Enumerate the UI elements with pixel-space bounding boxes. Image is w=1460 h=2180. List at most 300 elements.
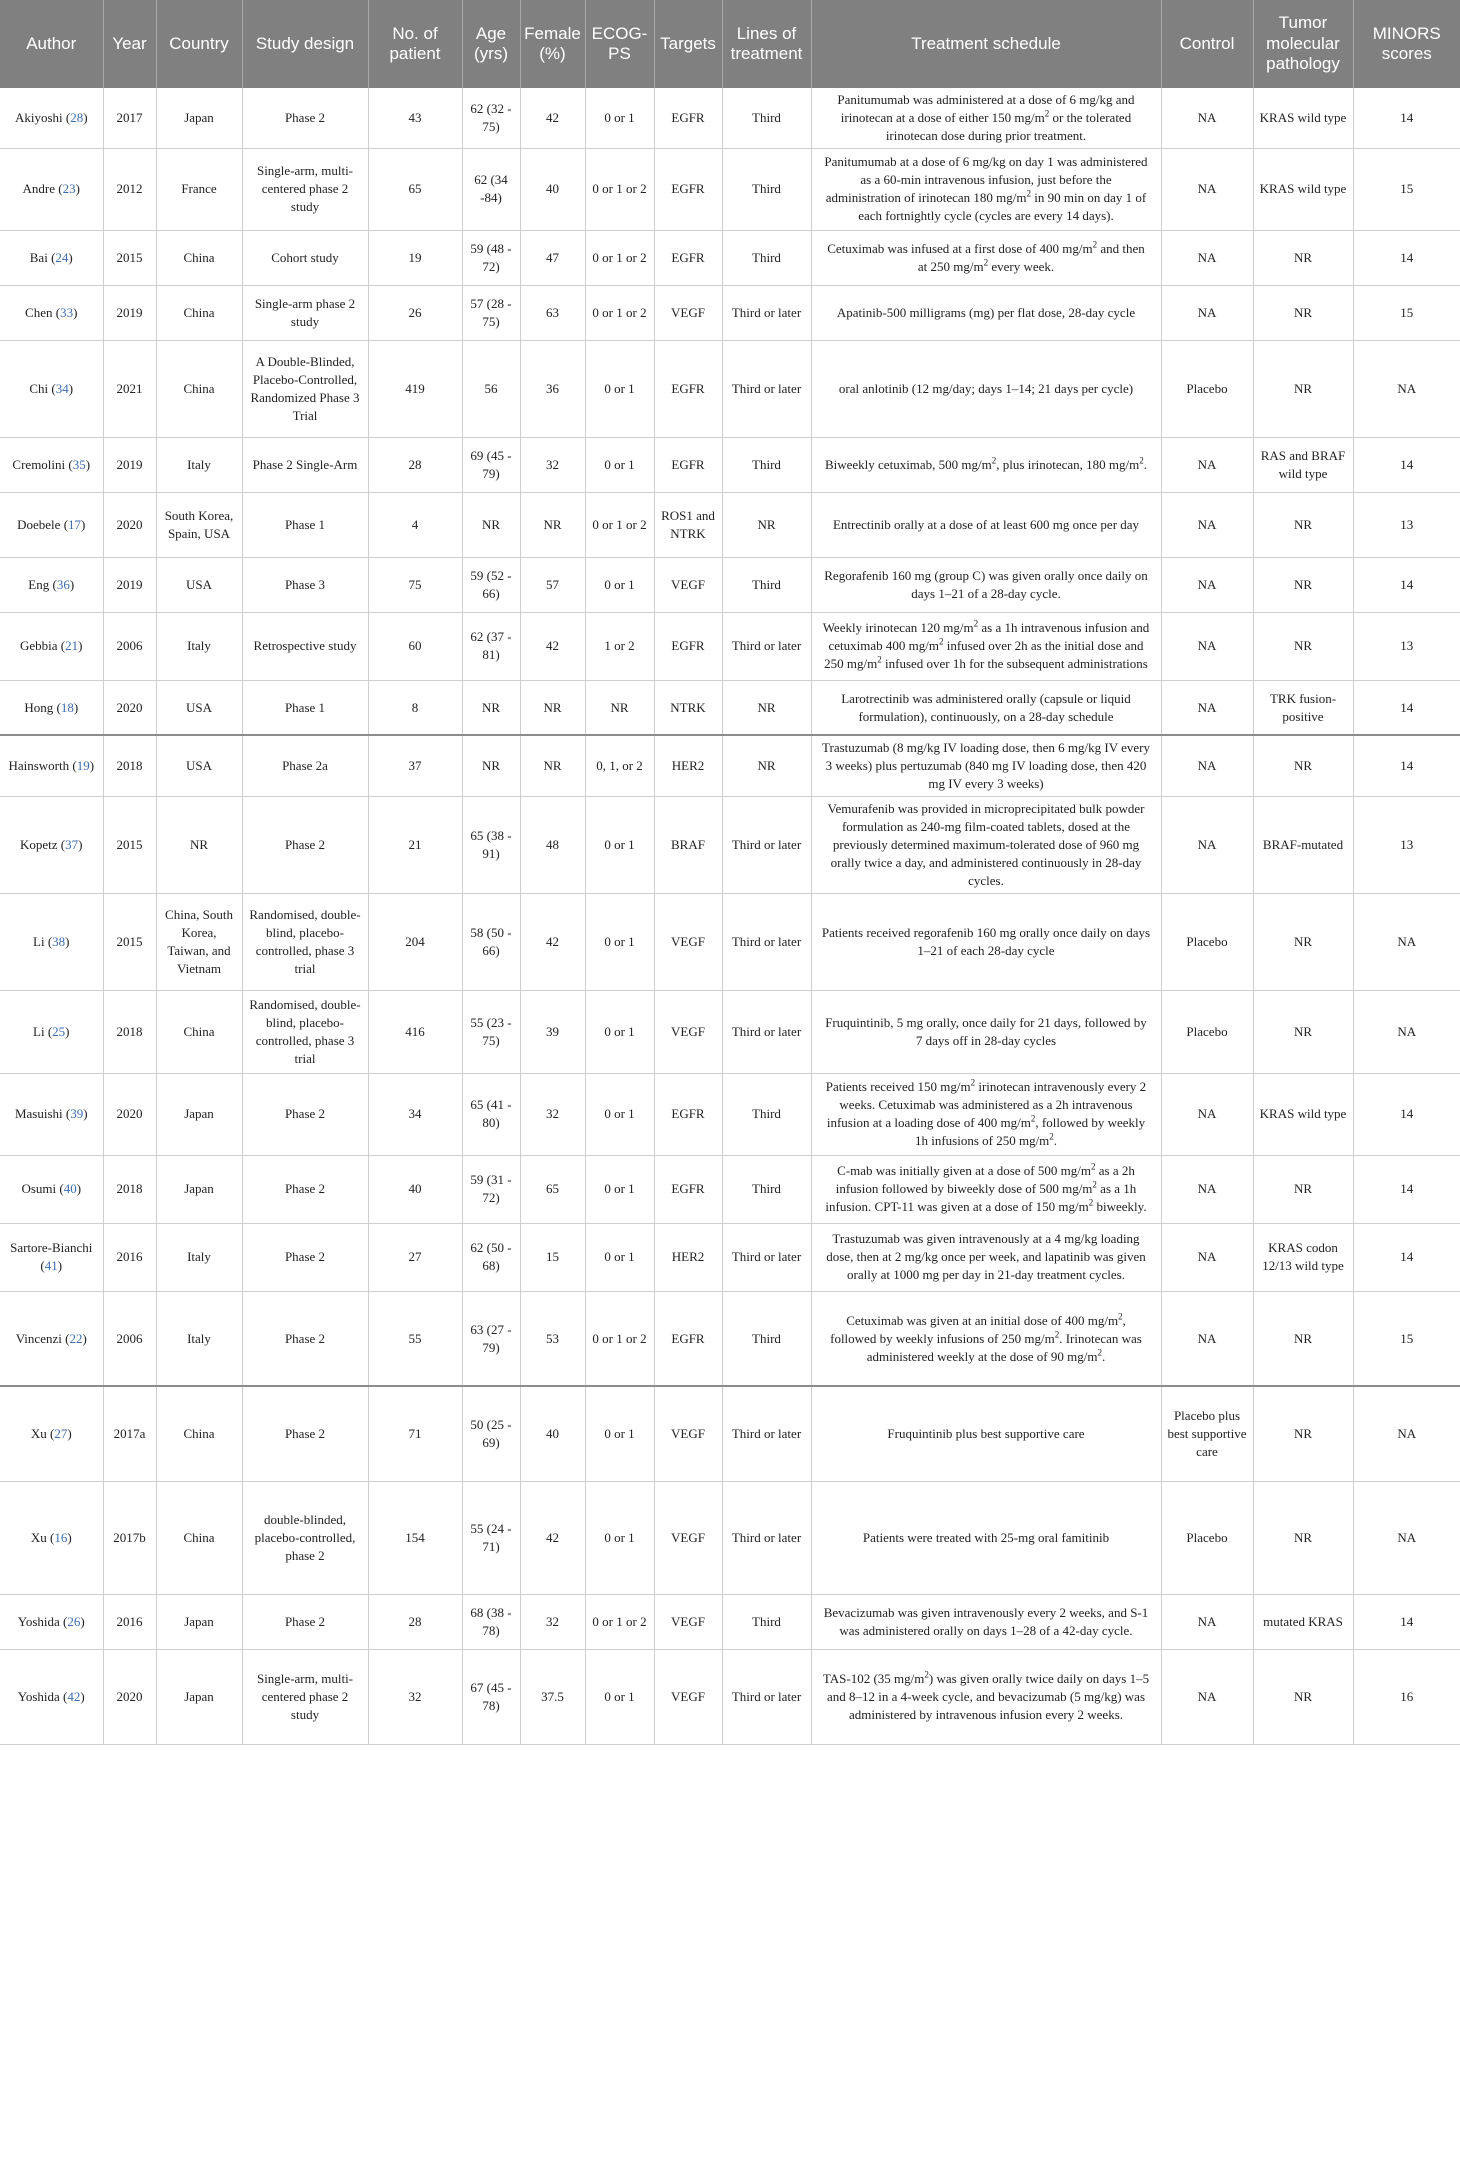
- treatment-schedule-cell: Biweekly cetuximab, 500 $mg/m^2$, plus irinotecan, 180 $mg/m^2$.: [811, 437, 1161, 492]
- patient-count-cell: 4: [368, 492, 462, 557]
- female-percent-cell: 42: [520, 88, 585, 148]
- control-cell: Placebo: [1161, 990, 1253, 1073]
- female-percent-cell: 32: [520, 1594, 585, 1649]
- age-cell: NR: [462, 492, 520, 557]
- control-cell: NA: [1161, 492, 1253, 557]
- year-cell: 2015: [103, 797, 156, 894]
- author-cell: Xu (16): [0, 1481, 103, 1594]
- lines-of-treatment-cell: Third: [722, 1073, 811, 1155]
- control-cell: NA: [1161, 148, 1253, 230]
- author-name: Sartore-Bianchi: [10, 1240, 93, 1256]
- table-row: [0, 1386, 1460, 1481]
- tumor-pathology-cell: NR: [1253, 612, 1353, 680]
- female-percent-cell: 65: [520, 1155, 585, 1223]
- ecog-ps-cell: 0 or 1: [585, 1155, 654, 1223]
- ecog-ps-cell: 0 or 1: [585, 1073, 654, 1155]
- study-design-cell: Phase 2 Single-Arm: [242, 437, 368, 492]
- study-design-cell: Phase 2: [242, 797, 368, 894]
- targets-cell: VEGF: [654, 1649, 722, 1744]
- female-percent-cell: 32: [520, 1073, 585, 1155]
- targets-cell: EGFR: [654, 612, 722, 680]
- table-row: [0, 1155, 1460, 1223]
- control-cell: NA: [1161, 437, 1253, 492]
- targets-cell: VEGF: [654, 1594, 722, 1649]
- targets-cell: VEGF: [654, 1386, 722, 1481]
- author-cell: Doebele (17): [0, 492, 103, 557]
- reference-link[interactable]: 42: [67, 1688, 81, 1704]
- minors-score-cell: NA: [1353, 990, 1460, 1073]
- author-name: Andre: [22, 181, 56, 197]
- ecog-ps-cell: 0 or 1: [585, 88, 654, 148]
- targets-cell: NTRK: [654, 680, 722, 735]
- ecog-ps-cell: 0 or 1: [585, 1386, 654, 1481]
- age-cell: 56: [462, 340, 520, 437]
- author-cell: Kopetz (37): [0, 797, 103, 894]
- ecog-ps-cell: 0 or 1: [585, 990, 654, 1073]
- reference-link[interactable]: 26: [67, 1613, 81, 1629]
- tumor-pathology-cell: NR: [1253, 1481, 1353, 1594]
- reference-link[interactable]: 34: [55, 380, 69, 396]
- control-cell: NA: [1161, 1594, 1253, 1649]
- treatment-schedule-cell: oral anlotinib (12 mg/day; days 1–14; 21 days per cycle): [811, 340, 1161, 437]
- minors-score-cell: 15: [1353, 1291, 1460, 1386]
- year-cell: 2016: [103, 1594, 156, 1649]
- treatment-schedule-cell: Fruquintinib plus best supportive care: [811, 1386, 1161, 1481]
- ecog-ps-cell: 0 or 1 or 2: [585, 1594, 654, 1649]
- author-cell: Yoshida (42): [0, 1649, 103, 1744]
- reference-link[interactable]: 24: [55, 249, 69, 265]
- female-percent-cell: 42: [520, 1481, 585, 1594]
- table-row: [0, 990, 1460, 1073]
- treatment-schedule-cell: Fruquintinib, 5 mg orally, once daily for 21 days, followed by 7 days off in 28-day cycles: [811, 990, 1161, 1073]
- targets-cell: VEGF: [654, 893, 722, 990]
- control-cell: NA: [1161, 612, 1253, 680]
- age-cell: 62 (37 - 81): [462, 612, 520, 680]
- female-percent-cell: 48: [520, 797, 585, 894]
- targets-cell: EGFR: [654, 1155, 722, 1223]
- lines-of-treatment-cell: Third or later: [722, 1386, 811, 1481]
- minors-score-cell: NA: [1353, 340, 1460, 437]
- age-cell: 55 (24 - 71): [462, 1481, 520, 1594]
- author-cell: Sartore-Bianchi (41): [0, 1223, 103, 1291]
- col-year: Year: [103, 0, 156, 88]
- control-cell: NA: [1161, 1223, 1253, 1291]
- study-design-cell: Phase 1: [242, 680, 368, 735]
- tumor-pathology-cell: NR: [1253, 285, 1353, 340]
- control-cell: NA: [1161, 1649, 1253, 1744]
- patient-count-cell: 43: [368, 88, 462, 148]
- table-row: [0, 1649, 1460, 1744]
- reference-link[interactable]: 41: [44, 1258, 58, 1274]
- control-cell: NA: [1161, 557, 1253, 612]
- table-row: [0, 893, 1460, 990]
- female-percent-cell: 37.5: [520, 1649, 585, 1744]
- tumor-pathology-cell: NR: [1253, 893, 1353, 990]
- age-cell: 65 (38 - 91): [462, 797, 520, 894]
- minors-score-cell: 13: [1353, 797, 1460, 894]
- author-cell: Li (38): [0, 893, 103, 990]
- lines-of-treatment-cell: NR: [722, 492, 811, 557]
- age-cell: 59 (31 - 72): [462, 1155, 520, 1223]
- reference-link[interactable]: 33: [60, 304, 74, 320]
- year-cell: 2020: [103, 1073, 156, 1155]
- study-design-cell: Phase 2: [242, 1386, 368, 1481]
- author-name: Hainsworth: [8, 758, 70, 774]
- country-cell: China: [156, 1386, 242, 1481]
- female-percent-cell: 40: [520, 1386, 585, 1481]
- year-cell: 2017: [103, 88, 156, 148]
- col-ecog-ps: ECOG-PS: [585, 0, 654, 88]
- control-cell: NA: [1161, 230, 1253, 285]
- table-row: [0, 88, 1460, 148]
- lines-of-treatment-cell: Third: [722, 1155, 811, 1223]
- age-cell: 63 (27 - 79): [462, 1291, 520, 1386]
- reference-link[interactable]: 21: [65, 638, 79, 654]
- ecog-ps-cell: 0 or 1: [585, 437, 654, 492]
- author-cell: Yoshida (26): [0, 1594, 103, 1649]
- control-cell: NA: [1161, 735, 1253, 796]
- treatment-schedule-cell: Panitumumab at a dose of 6 mg/kg on day 1 was administered as a 60-min intravenous infusion, just before the administration of irinotecan 180 $mg/m^2$ in 90 min on day 1 of each fortnightly cycle (cycles are every 14 days).: [811, 148, 1161, 230]
- treatment-schedule-cell: Patients received 150 $mg/m^2$ irinotecan intravenously every 2 weeks. Cetuximab was administered as a 2h intravenous infusion at a loading dose of 400 $mg/m^2$, followed by weekly 1h infusions of 250 $mg/m^2$.: [811, 1073, 1161, 1155]
- study-design-cell: Phase 1: [242, 492, 368, 557]
- age-cell: 65 (41 - 80): [462, 1073, 520, 1155]
- treatment-schedule-cell: Bevacizumab was given intravenously every 2 weeks, and S-1 was administered orally on days 1–28 of a 42-day cycle.: [811, 1594, 1161, 1649]
- author-cell: Gebbia (21): [0, 612, 103, 680]
- patient-count-cell: 75: [368, 557, 462, 612]
- lines-of-treatment-cell: Third or later: [722, 612, 811, 680]
- study-design-cell: double-blinded, placebo-controlled, phase 2: [242, 1481, 368, 1594]
- author-cell: Masuishi (39): [0, 1073, 103, 1155]
- lines-of-treatment-cell: Third: [722, 437, 811, 492]
- lines-of-treatment-cell: Third or later: [722, 1223, 811, 1291]
- ecog-ps-cell: 0 or 1 or 2: [585, 1291, 654, 1386]
- female-percent-cell: 39: [520, 990, 585, 1073]
- control-cell: Placebo: [1161, 1481, 1253, 1594]
- patient-count-cell: 34: [368, 1073, 462, 1155]
- tumor-pathology-cell: NR: [1253, 1386, 1353, 1481]
- col-no-of-patient: No. of patient: [368, 0, 462, 88]
- year-cell: 2017a: [103, 1386, 156, 1481]
- country-cell: China: [156, 230, 242, 285]
- year-cell: 2006: [103, 612, 156, 680]
- treatment-schedule-cell: Vemurafenib was provided in microprecipitated bulk powder formulation as 240-mg film-coated tablets, dosed at the previously determined maximum-tolerated dose of 960 mg orally twice a day, and administered continuously in 28-day cycles.: [811, 797, 1161, 894]
- country-cell: NR: [156, 797, 242, 894]
- ecog-ps-cell: 0, 1, or 2: [585, 735, 654, 796]
- author-cell: Xu (27): [0, 1386, 103, 1481]
- year-cell: 2020: [103, 1649, 156, 1744]
- author-cell: Eng (36): [0, 557, 103, 612]
- study-design-cell: Phase 2: [242, 1291, 368, 1386]
- female-percent-cell: 42: [520, 612, 585, 680]
- targets-cell: EGFR: [654, 340, 722, 437]
- patient-count-cell: 28: [368, 437, 462, 492]
- reference-link[interactable]: 40: [63, 1181, 77, 1197]
- table-row: [0, 612, 1460, 680]
- treatment-schedule-cell: Cetuximab was infused at a first dose of 400 $mg/m^2$ and then at 250 $mg/m^2$ every week.: [811, 230, 1161, 285]
- ecog-ps-cell: 0 or 1 or 2: [585, 492, 654, 557]
- study-design-cell: Single-arm phase 2 study: [242, 285, 368, 340]
- age-cell: NR: [462, 735, 520, 796]
- lines-of-treatment-cell: NR: [722, 680, 811, 735]
- year-cell: 2017b: [103, 1481, 156, 1594]
- tumor-pathology-cell: NR: [1253, 1649, 1353, 1744]
- col-treatment-schedule: Treatment schedule: [811, 0, 1161, 88]
- study-design-cell: Cohort study: [242, 230, 368, 285]
- reference-link[interactable]: 38: [52, 933, 66, 949]
- minors-score-cell: 14: [1353, 1223, 1460, 1291]
- ecog-ps-cell: 1 or 2: [585, 612, 654, 680]
- reference-link[interactable]: 16: [54, 1529, 68, 1545]
- reference-link[interactable]: 28: [70, 109, 84, 125]
- control-cell: NA: [1161, 797, 1253, 894]
- year-cell: 2018: [103, 990, 156, 1073]
- treatment-schedule-cell: Regorafenib 160 mg (group C) was given orally once daily on days 1–21 of a 28-day cycle.: [811, 557, 1161, 612]
- female-percent-cell: 53: [520, 1291, 585, 1386]
- patient-count-cell: 154: [368, 1481, 462, 1594]
- control-cell: Placebo plus best supportive care: [1161, 1386, 1253, 1481]
- targets-cell: HER2: [654, 735, 722, 796]
- author-name: Masuishi: [14, 1106, 63, 1122]
- patient-count-cell: 21: [368, 797, 462, 894]
- age-cell: 62 (34 -84): [462, 148, 520, 230]
- study-design-cell: Single-arm, multi-centered phase 2 study: [242, 148, 368, 230]
- country-cell: Japan: [156, 1155, 242, 1223]
- targets-cell: EGFR: [654, 230, 722, 285]
- table-row: [0, 797, 1460, 894]
- patient-count-cell: 28: [368, 1594, 462, 1649]
- age-cell: 67 (45 - 78): [462, 1649, 520, 1744]
- country-cell: South Korea, Spain, USA: [156, 492, 242, 557]
- lines-of-treatment-cell: Third: [722, 1291, 811, 1386]
- age-cell: 69 (45 - 79): [462, 437, 520, 492]
- lines-of-treatment-cell: Third: [722, 1594, 811, 1649]
- minors-score-cell: 14: [1353, 437, 1460, 492]
- author-name: Osumi: [21, 1181, 57, 1197]
- country-cell: Italy: [156, 1291, 242, 1386]
- study-design-cell: Randomised, double-blind, placebo-controlled, phase 3 trial: [242, 893, 368, 990]
- lines-of-treatment-cell: Third: [722, 230, 811, 285]
- targets-cell: EGFR: [654, 437, 722, 492]
- study-design-cell: Phase 2: [242, 1223, 368, 1291]
- reference-link[interactable]: 19: [76, 758, 90, 774]
- country-cell: USA: [156, 557, 242, 612]
- reference-link[interactable]: 36: [56, 576, 70, 592]
- table-body: [0, 88, 1460, 1744]
- reference-link[interactable]: 25: [52, 1023, 66, 1039]
- study-design-cell: Single-arm, multi-centered phase 2 study: [242, 1649, 368, 1744]
- age-cell: 59 (52 - 66): [462, 557, 520, 612]
- year-cell: 2015: [103, 230, 156, 285]
- year-cell: 2018: [103, 1155, 156, 1223]
- age-cell: 59 (48 - 72): [462, 230, 520, 285]
- patient-count-cell: 71: [368, 1386, 462, 1481]
- tumor-pathology-cell: NR: [1253, 230, 1353, 285]
- country-cell: China, South Korea, Taiwan, and Vietnam: [156, 893, 242, 990]
- ecog-ps-cell: 0 or 1: [585, 557, 654, 612]
- ecog-ps-cell: 0 or 1 or 2: [585, 230, 654, 285]
- year-cell: 2015: [103, 893, 156, 990]
- lines-of-treatment-cell: NR: [722, 735, 811, 796]
- author-name: Cremolini: [12, 456, 66, 472]
- female-percent-cell: 47: [520, 230, 585, 285]
- country-cell: Japan: [156, 88, 242, 148]
- reference-link[interactable]: 37: [65, 837, 79, 852]
- col-country: Country: [156, 0, 242, 88]
- reference-link[interactable]: 22: [69, 1330, 83, 1346]
- targets-cell: VEGF: [654, 1481, 722, 1594]
- minors-score-cell: 14: [1353, 88, 1460, 148]
- reference-link[interactable]: 39: [70, 1106, 84, 1122]
- study-design-cell: Phase 3: [242, 557, 368, 612]
- ecog-ps-cell: 0 or 1: [585, 1649, 654, 1744]
- control-cell: NA: [1161, 285, 1253, 340]
- year-cell: 2020: [103, 680, 156, 735]
- age-cell: 62 (32 - 75): [462, 88, 520, 148]
- col-study-design: Study design: [242, 0, 368, 88]
- study-design-cell: A Double-Blinded, Placebo-Controlled, Randomized Phase 3 Trial: [242, 340, 368, 437]
- female-percent-cell: 42: [520, 893, 585, 990]
- author-name: Chi: [29, 380, 49, 396]
- age-cell: 58 (50 - 66): [462, 893, 520, 990]
- author-cell: Bai (24): [0, 230, 103, 285]
- tumor-pathology-cell: NR: [1253, 557, 1353, 612]
- country-cell: China: [156, 285, 242, 340]
- table-row: [0, 557, 1460, 612]
- age-cell: 55 (23 - 75): [462, 990, 520, 1073]
- col-female: Female (%): [520, 0, 585, 88]
- lines-of-treatment-cell: Third or later: [722, 990, 811, 1073]
- study-design-cell: Randomised, double-blind, placebo-controlled, phase 3 trial: [242, 990, 368, 1073]
- targets-cell: VEGF: [654, 557, 722, 612]
- treatment-schedule-cell: Trastuzumab (8 mg/kg IV loading dose, then 6 mg/kg IV every 3 weeks) plus pertuzumab (840 mg IV loading dose, then 420 mg IV every 3 weeks): [811, 735, 1161, 796]
- lines-of-treatment-cell: Third or later: [722, 1481, 811, 1594]
- age-cell: NR: [462, 680, 520, 735]
- treatment-schedule-cell: Patients were treated with 25-mg oral famitinib: [811, 1481, 1161, 1594]
- minors-score-cell: 14: [1353, 557, 1460, 612]
- country-cell: China: [156, 1481, 242, 1594]
- targets-cell: ROS1 and NTRK: [654, 492, 722, 557]
- targets-cell: EGFR: [654, 148, 722, 230]
- study-design-cell: Phase 2: [242, 1594, 368, 1649]
- year-cell: 2019: [103, 437, 156, 492]
- control-cell: Placebo: [1161, 893, 1253, 990]
- minors-score-cell: 13: [1353, 492, 1460, 557]
- reference-link[interactable]: 18: [60, 699, 74, 715]
- control-cell: NA: [1161, 1291, 1253, 1386]
- ecog-ps-cell: 0 or 1: [585, 1481, 654, 1594]
- control-cell: NA: [1161, 1073, 1253, 1155]
- study-design-cell: Phase 2: [242, 88, 368, 148]
- patient-count-cell: 204: [368, 893, 462, 990]
- lines-of-treatment-cell: Third or later: [722, 797, 811, 894]
- patient-count-cell: 37: [368, 735, 462, 796]
- female-percent-cell: 40: [520, 148, 585, 230]
- author-name: Gebbia: [20, 638, 58, 654]
- patient-count-cell: 65: [368, 148, 462, 230]
- year-cell: 2021: [103, 340, 156, 437]
- patient-count-cell: 8: [368, 680, 462, 735]
- author-name: Yoshida: [17, 1688, 60, 1704]
- targets-cell: EGFR: [654, 1073, 722, 1155]
- control-cell: NA: [1161, 1155, 1253, 1223]
- tumor-pathology-cell: mutated KRAS: [1253, 1594, 1353, 1649]
- reference-link[interactable]: 35: [72, 456, 86, 472]
- treatment-schedule-cell: Cetuximab was given at an initial dose of 400 $mg/m^2$, followed by weekly infusions of 250 $mg/m^2$. Irinotecan was administered weekly at the dose of 90 $mg/m^2$.: [811, 1291, 1161, 1386]
- lines-of-treatment-cell: Third: [722, 557, 811, 612]
- author-name: Xu: [30, 1426, 47, 1442]
- lines-of-treatment-cell: Third or later: [722, 1649, 811, 1744]
- targets-cell: EGFR: [654, 1291, 722, 1386]
- col-lines-of-treatment: Lines of treatment: [722, 0, 811, 88]
- minors-score-cell: 13: [1353, 612, 1460, 680]
- reference-link[interactable]: 17: [68, 516, 82, 532]
- author-name: Vincenzi: [15, 1330, 62, 1346]
- minors-score-cell: 14: [1353, 1155, 1460, 1223]
- lines-of-treatment-cell: Third: [722, 148, 811, 230]
- targets-cell: EGFR: [654, 88, 722, 148]
- patient-count-cell: 19: [368, 230, 462, 285]
- targets-cell: VEGF: [654, 990, 722, 1073]
- tumor-pathology-cell: KRAS wild type: [1253, 88, 1353, 148]
- lines-of-treatment-cell: Third or later: [722, 340, 811, 437]
- author-cell: Andre (23): [0, 148, 103, 230]
- treatment-schedule-cell: C-mab was initially given at a dose of 500 $mg/m^2$ as a 2h infusion followed by biweekly dose of 500 $mg/m^2$ as a 1h infusion. CPT-11 was given at a dose of 150 $mg/m^2$ biweekly.: [811, 1155, 1161, 1223]
- table-row: [0, 1291, 1460, 1386]
- author-cell: Hainsworth (19): [0, 735, 103, 796]
- lines-of-treatment-cell: Third or later: [722, 893, 811, 990]
- table-row: [0, 1594, 1460, 1649]
- country-cell: China: [156, 990, 242, 1073]
- year-cell: 2006: [103, 1291, 156, 1386]
- year-cell: 2012: [103, 148, 156, 230]
- age-cell: 50 (25 - 69): [462, 1386, 520, 1481]
- tumor-pathology-cell: NR: [1253, 1291, 1353, 1386]
- treatment-schedule-cell: Entrectinib orally at a dose of at least 600 mg once per day: [811, 492, 1161, 557]
- female-percent-cell: 15: [520, 1223, 585, 1291]
- female-percent-cell: 32: [520, 437, 585, 492]
- treatment-schedule-cell: Panitumumab was administered at a dose of 6 mg/kg and irinotecan at a dose of either 150 $mg/m^2$ or the tolerated irinotecan dose during prior treatment.: [811, 88, 1161, 148]
- author-cell: Akiyoshi (28): [0, 88, 103, 148]
- study-design-cell: Retrospective study: [242, 612, 368, 680]
- reference-link[interactable]: 27: [54, 1426, 68, 1442]
- year-cell: 2016: [103, 1223, 156, 1291]
- col-minors-scores: MINORS scores: [1372, 23, 1441, 63]
- control-cell: NA: [1161, 680, 1253, 735]
- minors-score-cell: 16: [1353, 1649, 1460, 1744]
- minors-score-cell: 15: [1353, 148, 1460, 230]
- author-name: Yoshida: [17, 1613, 60, 1629]
- ecog-ps-cell: 0 or 1: [585, 1223, 654, 1291]
- female-percent-cell: 36: [520, 340, 585, 437]
- treatment-schedule-cell: TAS-102 (35 $mg/m^2$) was given orally twice daily on days 1–5 and 8–12 in a 4-week cycle, and bevacizumab (5 mg/kg) was administered by intravenous infusion every 2 weeks.: [811, 1649, 1161, 1744]
- minors-score-cell: NA: [1353, 893, 1460, 990]
- reference-link[interactable]: 23: [62, 181, 76, 197]
- country-cell: Italy: [156, 437, 242, 492]
- minors-score-cell: 15: [1353, 285, 1460, 340]
- minors-score-cell: NA: [1353, 1386, 1460, 1481]
- country-cell: Japan: [156, 1649, 242, 1744]
- ecog-ps-cell: 0 or 1 or 2: [585, 148, 654, 230]
- author-name: Eng: [28, 576, 50, 592]
- table-row: [0, 735, 1460, 796]
- treatment-schedule-cell: Larotrectinib was administered orally (capsule or liquid formulation), continuously, on a 28-day schedule: [811, 680, 1161, 735]
- author-cell: Chen (33): [0, 285, 103, 340]
- col-targets: Targets: [654, 0, 722, 88]
- targets-cell: VEGF: [654, 285, 722, 340]
- author-cell: Cremolini (35): [0, 437, 103, 492]
- author-cell: Vincenzi (22): [0, 1291, 103, 1386]
- patient-count-cell: 55: [368, 1291, 462, 1386]
